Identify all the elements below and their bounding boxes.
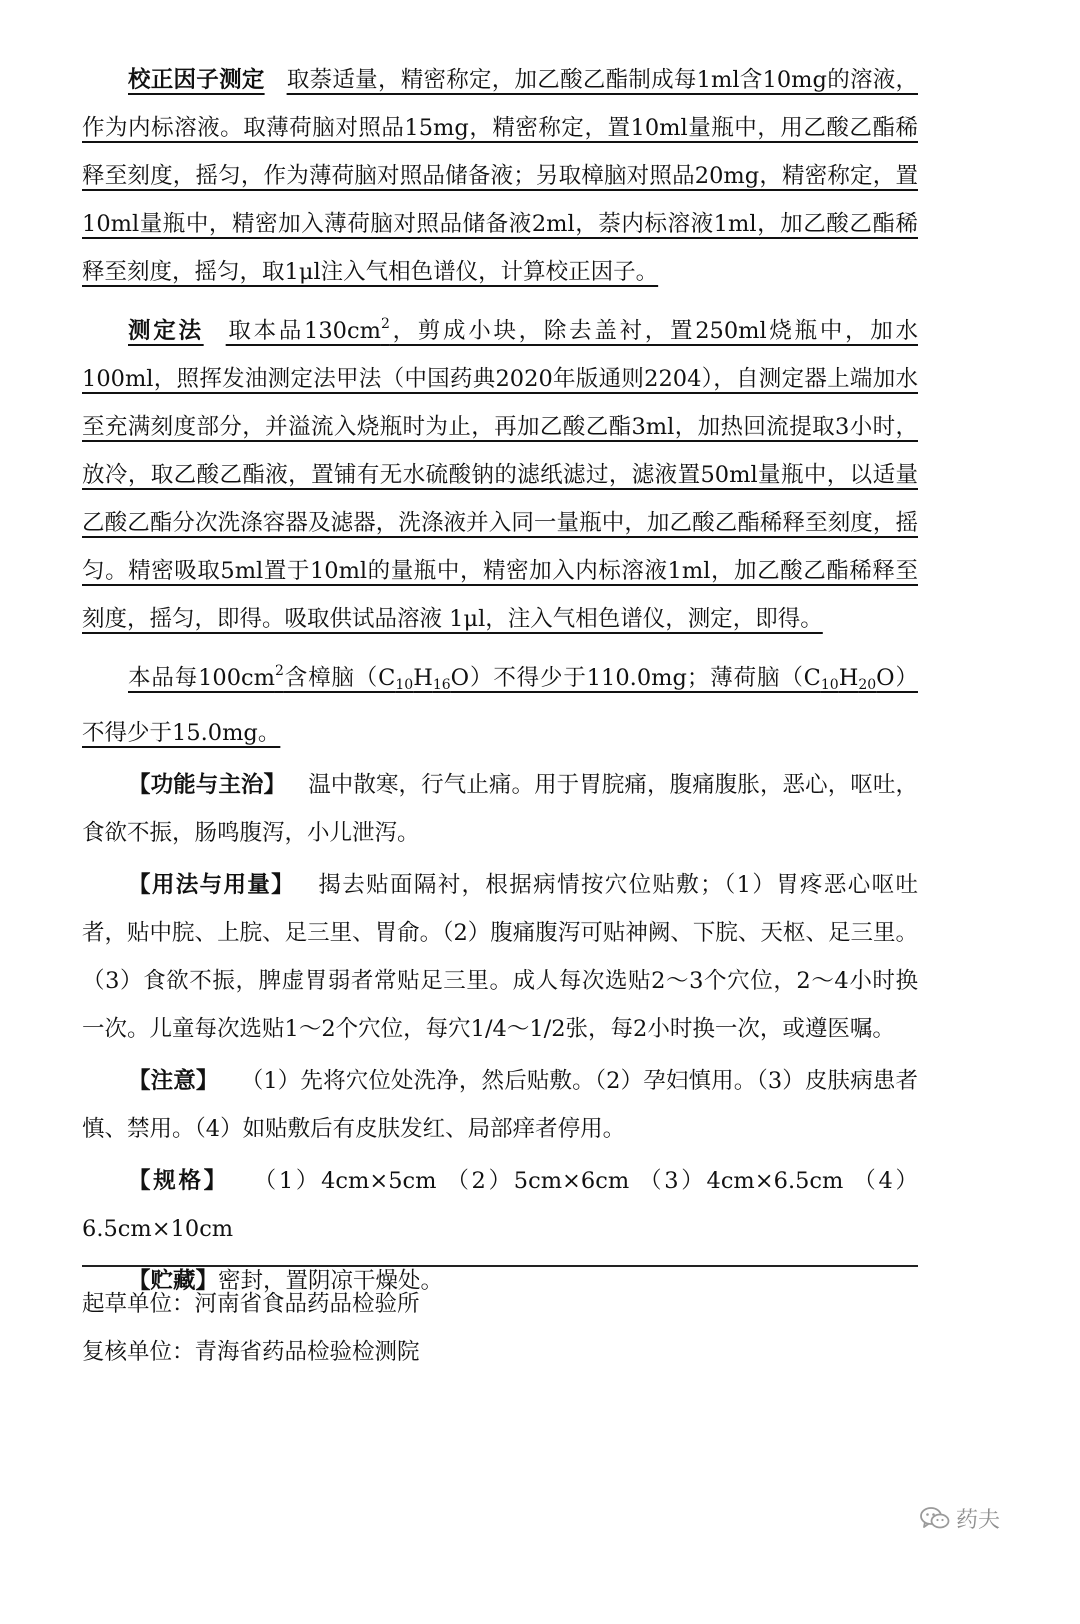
content-limit-text: O）不得少于110.0mg；薄荷脑（C <box>450 665 821 691</box>
usage-dosage-text: 揭去贴面隔衬，根据病情按穴位贴敷；（1）胃疼恶心呕吐者，贴中脘、上脘、足三里、胃俞。（2）腹痛腹泻可贴神阙、下脘、天枢、足三里。（3）食欲不振，脾虚胃弱者常贴足三里。成人每次选贴2～3个穴位，2～4小时换一次。儿童每次选贴1～2个穴位，每穴1/4～1/2张，每2小时换一次，或遵医嘱。 <box>82 872 918 1042</box>
assay-method-paragraph <box>82 300 918 643</box>
assay-method-heading: 测定法 <box>128 318 204 344</box>
content-limit-text: O）不得少于15.0mg。 <box>82 665 918 746</box>
document-body <box>82 56 918 1309</box>
formula-subscript: 20 <box>858 677 877 693</box>
content-limit-text: 含樟脑（C <box>283 665 396 691</box>
content-limit-text: H <box>838 665 859 691</box>
assay-method-text-b: ，剪成小块，除去盖衬，置250ml烧瓶中，加水100ml，照挥发油测定法甲法（中国药典2020年版通则2204），自测定器上端加水至充满刻度部分，并溢流入烧瓶时为止，再加乙酸乙酯3ml，加热回流提取3小时，放冷，取乙酸乙酯液，置铺有无水硫酸钠的滤纸滤过，滤液置50ml量瓶中，以适量乙酸乙酯分次洗涤容器及滤器，洗涤液并入同一量瓶中，加乙酸乙酯稀释至刻度，摇匀。精密吸取5ml置于10ml的量瓶中，精密加入内标溶液1ml，加乙酸乙酯稀释至刻度，摇匀，即得。吸取供试品溶液 1μl，注入气相色谱仪，测定，即得。 <box>82 318 918 632</box>
content-limit-text: H <box>413 665 433 691</box>
calibration-factor-text: 取萘适量，精密称定，加乙酸乙酯制成每1ml含10mg的溶液，作为内标溶液。取薄荷脑对照品15mg，精密称定，置10ml量瓶中，用乙酸乙酯稀释至刻度，摇匀，作为薄荷脑对照品储备液；另取樟脑对照品20mg，精密称定，置10ml量瓶中，精密加入薄荷脑对照品储备液2ml，萘内标溶液1ml，加乙酸乙酯稀释至刻度，摇匀，取1μl注入气相色谱仪，计算校正因子。 <box>82 67 918 285</box>
watermark <box>920 1503 1000 1534</box>
indications-label: 【功能与主治】 <box>128 772 287 798</box>
specification-text: （1）4cm×5cm （2）5cm×6cm （3）4cm×6.5cm （4）6.5cm×10cm <box>82 1168 918 1242</box>
storage-label: 【贮藏】 <box>128 1268 219 1294</box>
formula-subscript: 16 <box>432 677 451 693</box>
wechat-icon <box>920 1506 950 1532</box>
assay-method-superscript: 2 <box>380 316 390 332</box>
footer-divider <box>82 1265 918 1267</box>
precautions-paragraph <box>82 1057 918 1153</box>
footer <box>82 1280 918 1376</box>
indications-paragraph <box>82 761 918 857</box>
indications-text: 温中散寒，行气止痛。用于胃脘痛，腹痛腹胀，恶心，呕吐，食欲不振，肠鸣腹泻，小儿泄泻。 <box>82 772 918 846</box>
assay-method-text-a: 取本品130cm <box>225 318 381 344</box>
precautions-label: 【注意】 <box>128 1068 219 1094</box>
reviewing-unit: 复核单位：青海省药品检验检测院 <box>82 1339 420 1365</box>
specification-label: 【规格】 <box>128 1168 229 1194</box>
calibration-factor-paragraph <box>82 56 918 296</box>
content-limit-superscript: 2 <box>274 663 284 679</box>
usage-dosage-label: 【用法与用量】 <box>128 872 296 898</box>
drafting-unit: 起草单位：河南省食品药品检验所 <box>82 1291 420 1317</box>
watermark-text: 药夫 <box>955 1508 1000 1533</box>
storage-text: 密封，置阴凉干燥处。 <box>218 1268 444 1294</box>
content-limit-paragraph <box>82 647 918 757</box>
specification-paragraph <box>82 1157 918 1253</box>
precautions-text: （1）先将穴位处洗净，然后贴敷。（2）孕妇慎用。（3）皮肤病患者慎、禁用。（4）如贴敷后有皮肤发红、局部痒者停用。 <box>82 1068 918 1142</box>
formula-subscript: 10 <box>395 677 414 693</box>
usage-dosage-paragraph <box>82 861 918 1053</box>
formula-subscript: 10 <box>820 677 839 693</box>
calibration-factor-heading: 校正因子测定 <box>128 67 265 93</box>
content-limit-text: 本品每100cm <box>128 665 275 691</box>
